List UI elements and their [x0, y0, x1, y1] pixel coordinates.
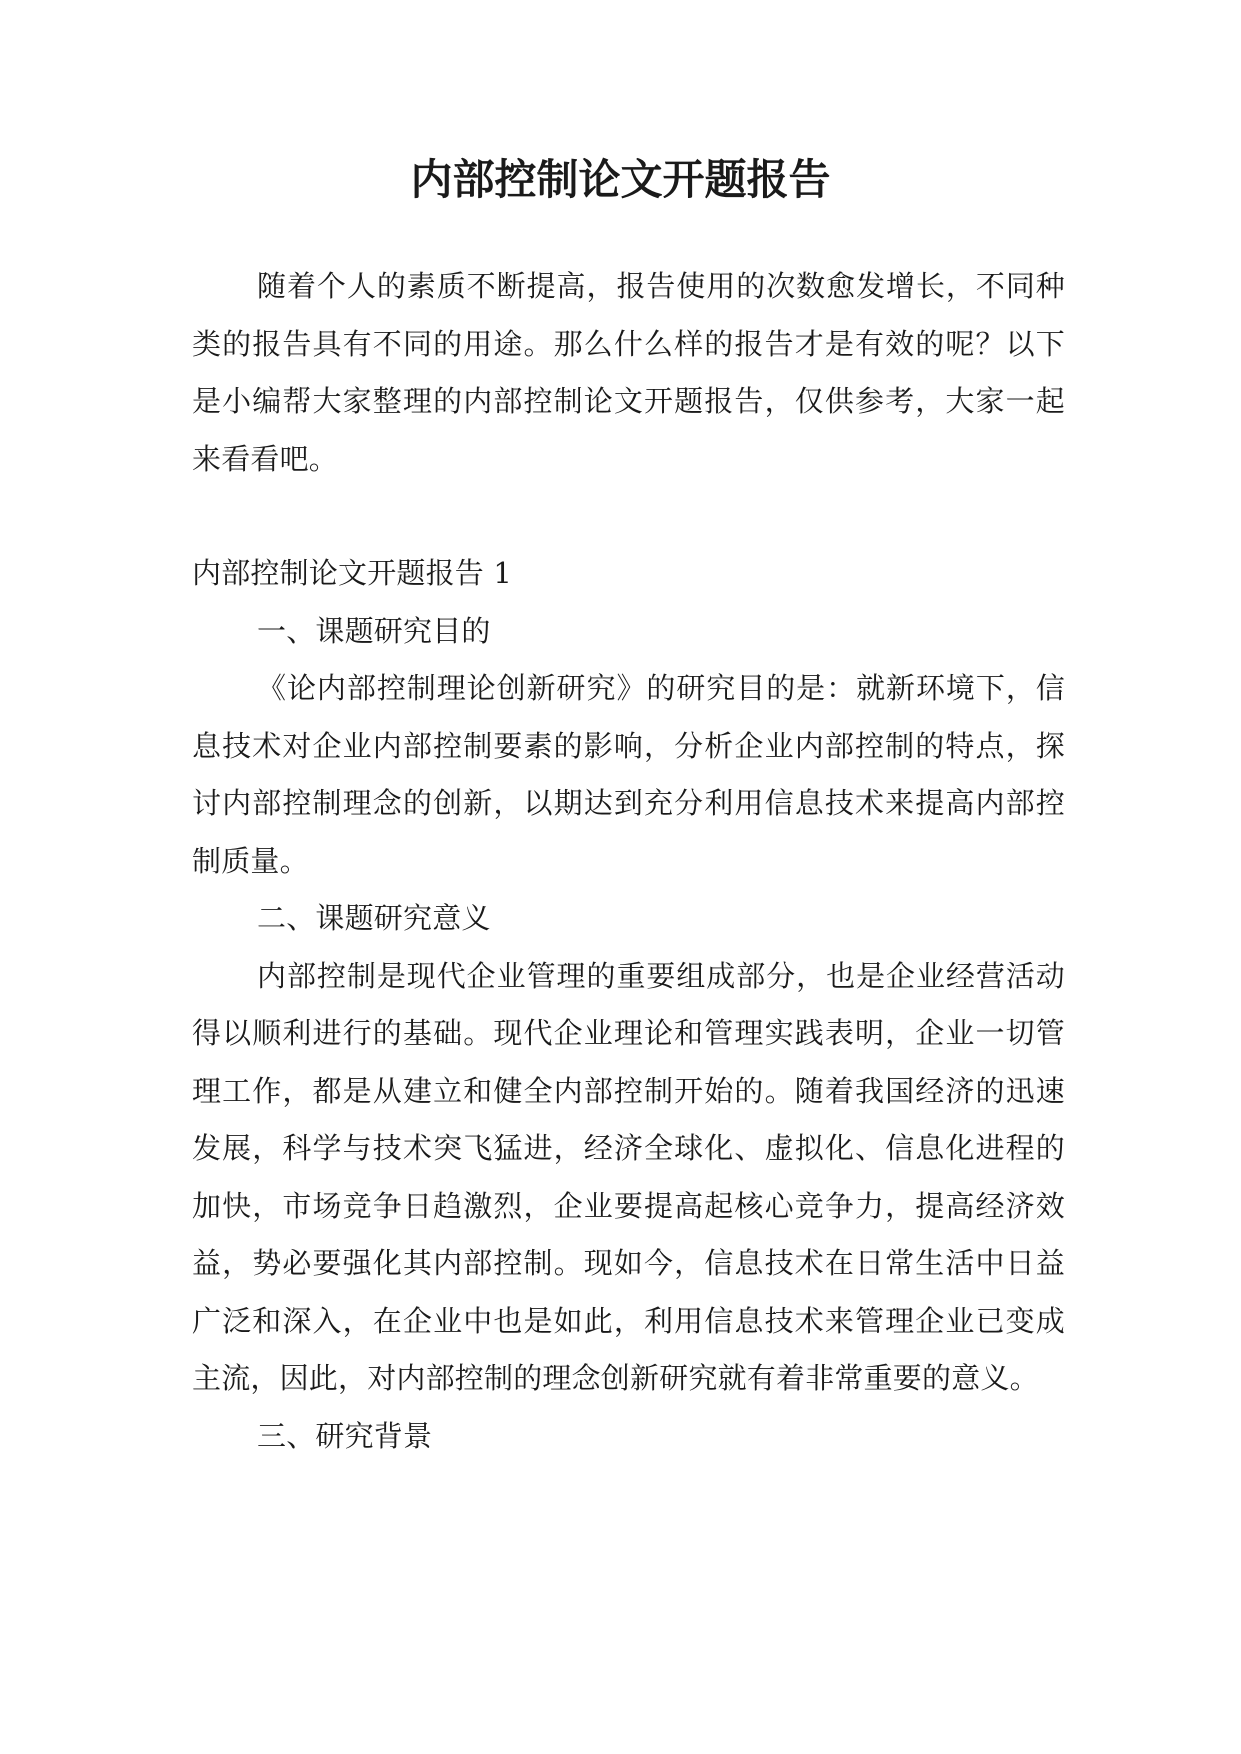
- document-body: [192, 258, 1065, 1465]
- heading-research-purpose: 一、课题研究目的: [257, 613, 491, 648]
- paragraph-research-purpose: 《论内部控制理论创新研究》的研究目的是：就新环境下，信息技术对企业内部控制要素的影响，分析企业内部控制的特点，探讨内部控制理念的创新，以期达到充分利用信息技术来提高内部控制质量。: [192, 671, 1065, 878]
- heading-research-significance: 二、课题研究意义: [257, 901, 491, 935]
- document-title: 内部控制论文开题报告: [410, 155, 831, 204]
- section-title: 内部控制论文开题报告 1: [192, 556, 513, 590]
- paragraph-research-significance: 内部控制是现代企业管理的重要组成部分，也是企业经营活动得以顺利进行的基础。现代企业理论和管理实践表明，企业一切管理工作，都是从建立和健全内部控制开始的。随着我国经济的迅速发展，科学与技术突飞猛进，经济全球化、虚拟化、信息化进程的加快，市场竞争日趋激烈，企业要提高起核心竞争力，提高经济效益，势必要强化其内部控制。现如今，信息技术在日常生活中日益广泛和深入，在企业中也是如此，利用信息技术来管理企业已变成主流，因此，对内部控制的理念创新研究就有着非常重要的意义。: [192, 958, 1065, 1395]
- intro-paragraph: 随着个人的素质不断提高，报告使用的次数愈发增长，不同种类的报告具有不同的用途。那么什么样的报告才是有效的呢？以下是小编帮大家整理的内部控制论文开题报告，仅供参考，大家一起来看看吧。: [192, 269, 1065, 476]
- heading-research-background: 三、研究背景: [257, 1418, 433, 1453]
